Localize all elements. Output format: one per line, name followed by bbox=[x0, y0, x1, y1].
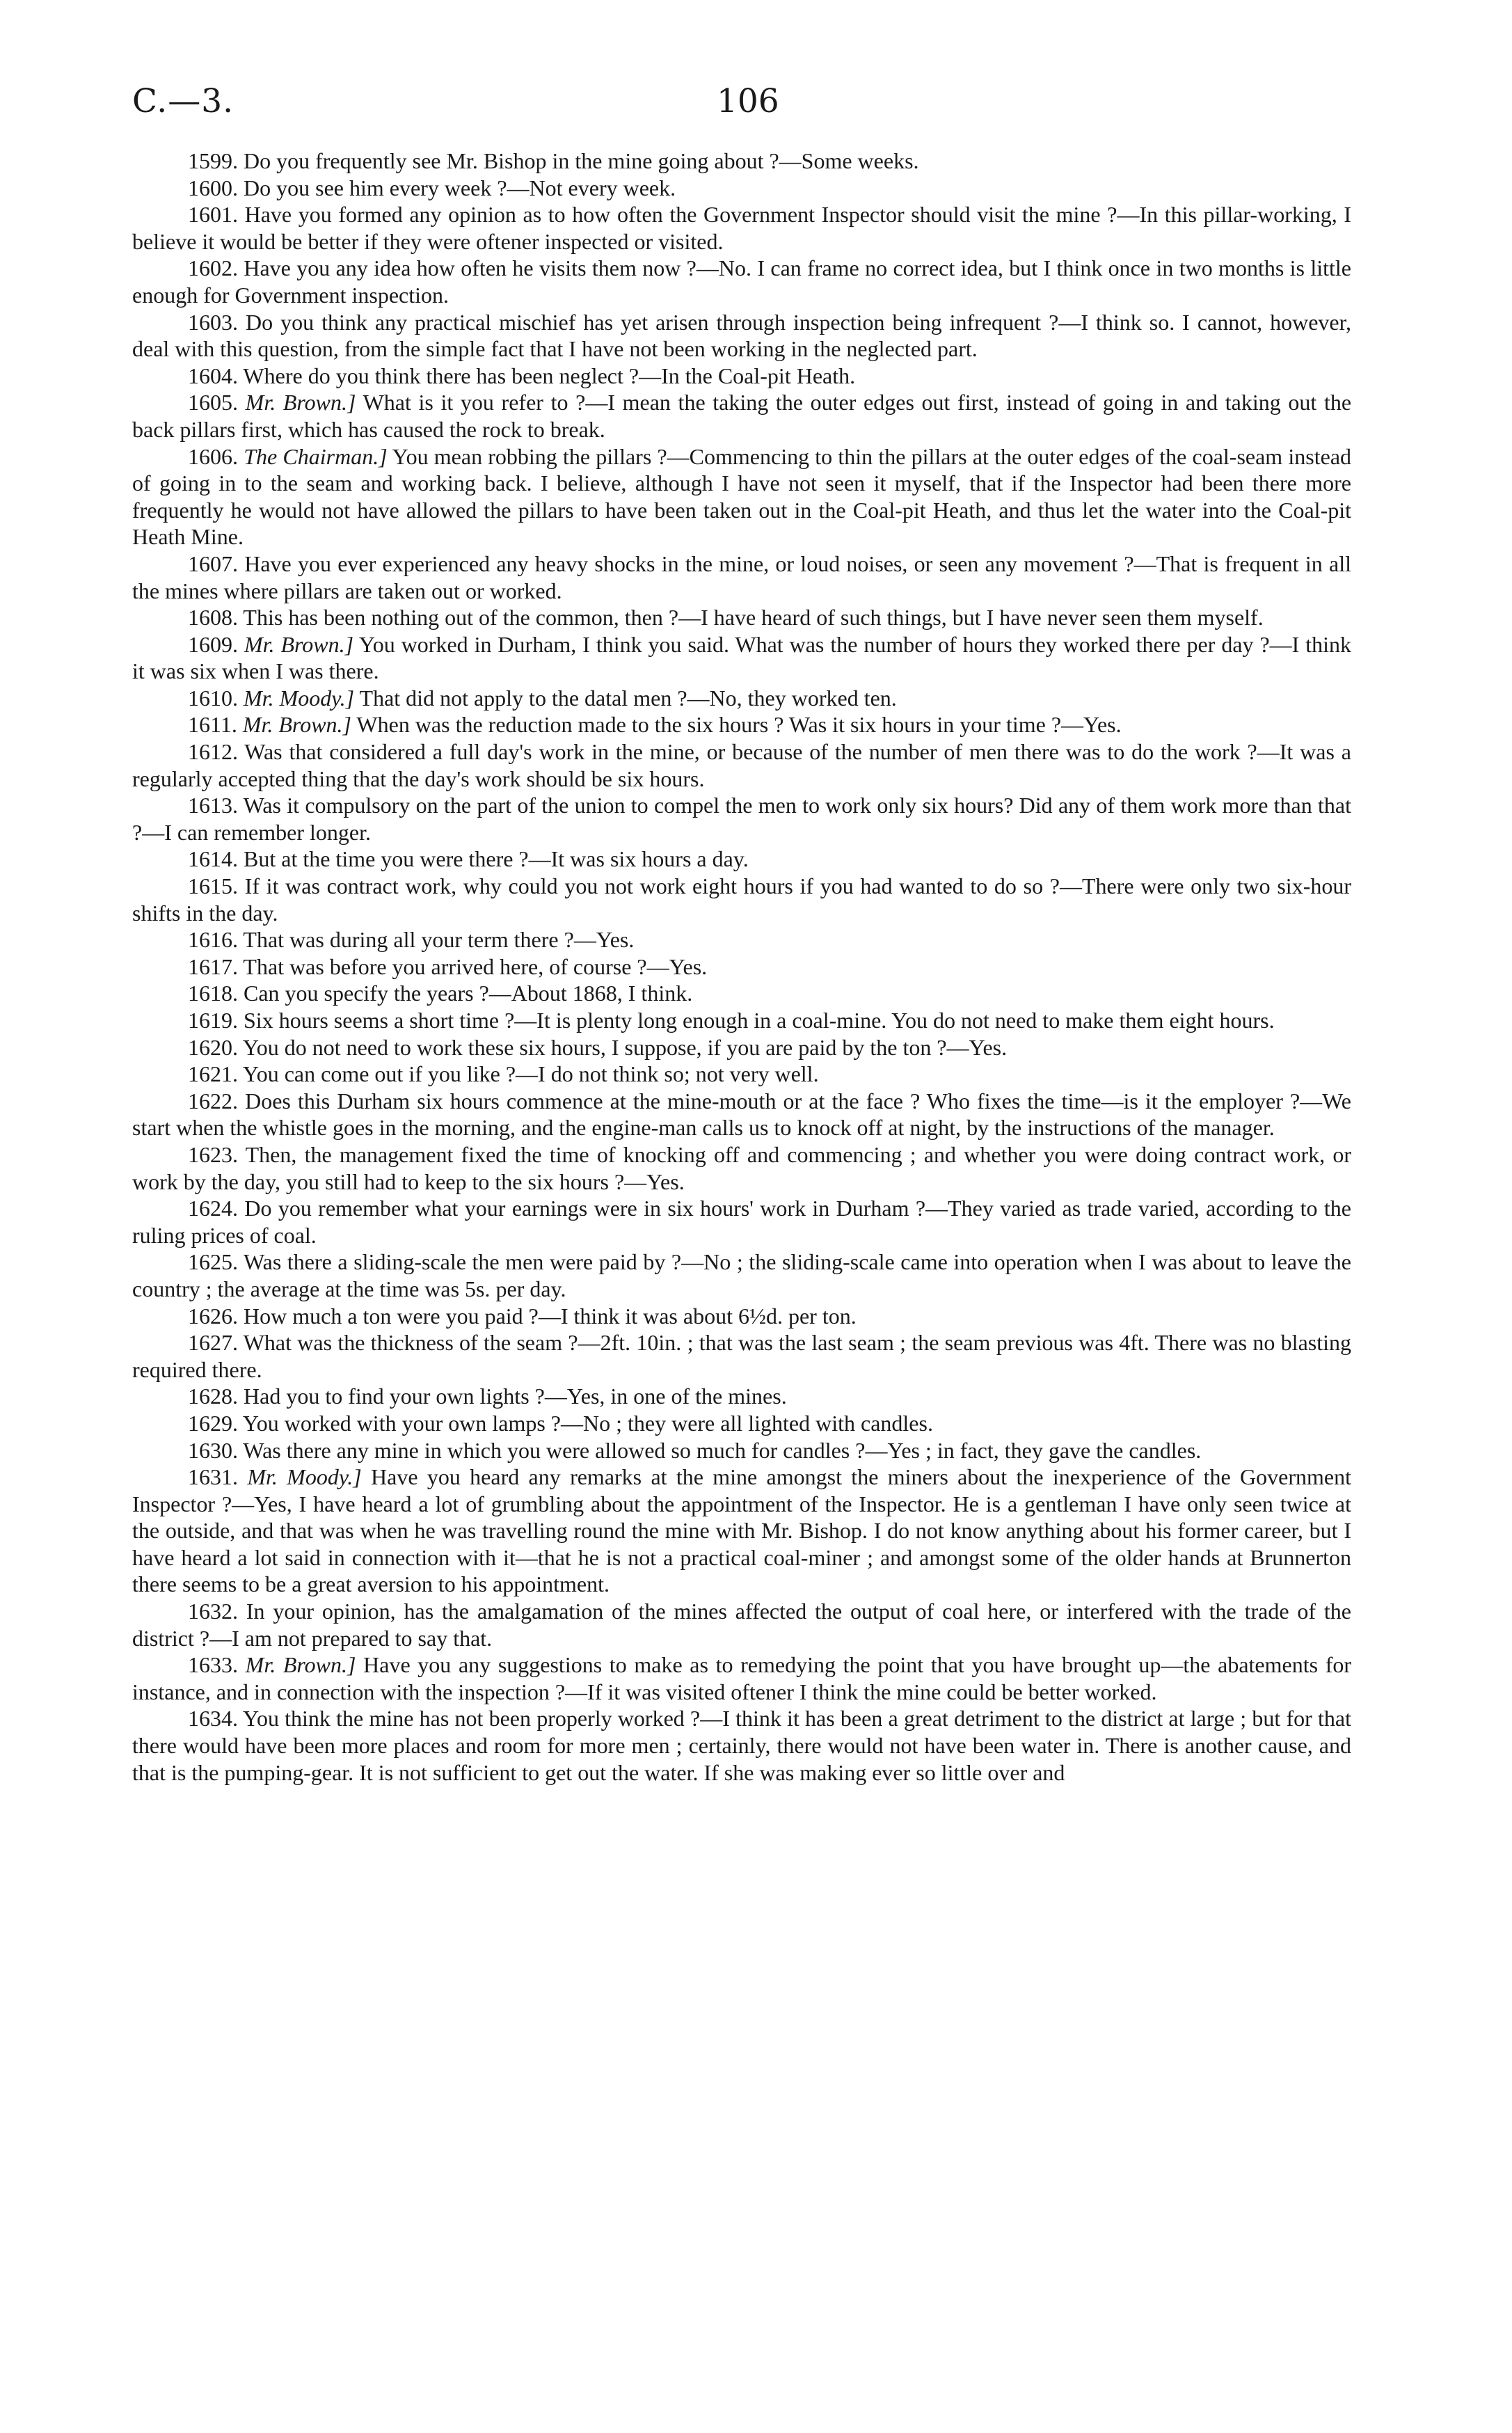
evidence-entry bbox=[132, 1088, 1351, 1141]
question-number: 1603. bbox=[188, 309, 238, 335]
question-number: 1611. bbox=[188, 712, 237, 738]
question-answer-text: That did not apply to the datal men ?—No, they worked ten. bbox=[359, 685, 897, 711]
question-number: 1623. bbox=[188, 1141, 238, 1167]
question-number: 1628. bbox=[188, 1384, 238, 1409]
question-number: 1631. bbox=[188, 1464, 238, 1490]
evidence-entry bbox=[132, 1329, 1351, 1383]
speaker-name: Mr. Brown.] bbox=[245, 1652, 356, 1678]
speaker-name: The Chairman.] bbox=[244, 443, 388, 469]
question-number: 1621. bbox=[188, 1061, 238, 1087]
question-number: 1613. bbox=[188, 793, 238, 818]
question-answer-text: Was there any mine in which you were allowed so much for candles ?—Yes ; in fact, they gave the candles. bbox=[243, 1437, 1202, 1463]
question-answer-text: How much a ton were you paid ?—I think it was about 6½d. per ton. bbox=[244, 1303, 857, 1329]
evidence-entry bbox=[132, 1007, 1351, 1034]
evidence-entry bbox=[132, 1437, 1351, 1464]
evidence-entry bbox=[132, 255, 1351, 308]
evidence-entry bbox=[132, 1141, 1351, 1195]
question-number: 1607. bbox=[188, 550, 238, 576]
question-answer-text: Six hours seems a short time ?—It is plenty long enough in a coal-mine. You do not need to make them eight hours. bbox=[244, 1008, 1275, 1033]
page-header bbox=[132, 82, 1350, 131]
evidence-entry bbox=[132, 1598, 1351, 1651]
evidence-entry bbox=[132, 1383, 1351, 1410]
question-answer-text: Do you think any practical mischief has yet arisen through inspection being infrequent ?—I think so. I cannot, however, deal with this question, from the simple fact that I have not been working in the neglected part. bbox=[132, 309, 1352, 362]
evidence-entry bbox=[132, 953, 1351, 981]
question-number: 1604. bbox=[188, 363, 238, 388]
question-answer-text: But at the time you were there ?—It was six hours a day. bbox=[244, 846, 749, 872]
question-answer-text: When was the reduction made to the six hours ? Was it six hours in your time ?—Yes. bbox=[356, 712, 1122, 738]
question-number: 1619. bbox=[188, 1008, 238, 1033]
evidence-entry bbox=[132, 1410, 1351, 1437]
speaker-name: Mr. Brown.] bbox=[242, 712, 351, 738]
evidence-entry bbox=[132, 1303, 1351, 1330]
question-number: 1624. bbox=[188, 1196, 238, 1221]
evidence-entry bbox=[132, 1705, 1351, 1786]
question-answer-text: You can come out if you like ?—I do not think so; not very well. bbox=[242, 1061, 819, 1087]
question-number: 1605. bbox=[188, 390, 238, 415]
evidence-entry bbox=[132, 604, 1351, 631]
question-number: 1632. bbox=[188, 1599, 238, 1624]
question-number: 1617. bbox=[188, 953, 238, 979]
question-answer-text: You mean robbing the pillars ?—Commencing to thin the pillars at the outer edges of the coal-seam instead of going in to the seam and working back. I believe, although I have not seen it myself, that if the Inspector had been there more frequently he would not have allowed the pillars to have been taken out in the Coal-pit Heath, and thus let the water into the Coal-pit Heath Mine. bbox=[132, 443, 1352, 550]
evidence-entry bbox=[132, 711, 1351, 738]
question-answer-text: In your opinion, has the amalgamation of the mines affected the output of coal here, or interfered with the trade of the district ?—I am not prepared to say that. bbox=[132, 1599, 1352, 1651]
evidence-entry bbox=[132, 1464, 1351, 1598]
evidence-entry bbox=[132, 1651, 1351, 1705]
question-answer-text: You think the mine has not been properly worked ?—I think it has been a great detriment to the district at large ; but for that there would have been more places and room for more men ; certainly, there would not have been water in. There is another cause, and that is the pumping-gear. It is not sufficient to get out the water. If she was making ever so little over and bbox=[132, 1706, 1352, 1785]
evidence-entry bbox=[132, 980, 1351, 1007]
evidence-entry bbox=[132, 363, 1351, 390]
question-answer-text: Have you any suggestions to make as to remedying the point that you have brought up—the abatements for instance, and in connection with the inspection ?—If it was visited oftener I think the mine could be better worked. bbox=[132, 1652, 1352, 1704]
question-number: 1616. bbox=[188, 927, 238, 953]
question-number: 1615. bbox=[188, 873, 238, 899]
evidence-entry bbox=[132, 148, 1351, 175]
question-number: 1618. bbox=[188, 981, 238, 1006]
question-number: 1629. bbox=[188, 1410, 238, 1436]
evidence-entry bbox=[132, 309, 1351, 363]
question-number: 1633. bbox=[188, 1652, 238, 1678]
question-answer-text: Have you any idea how often he visits them now ?—No. I can frame no correct idea, but I think once in two months is little enough for Government inspection. bbox=[132, 255, 1352, 308]
evidence-entry bbox=[132, 1061, 1351, 1088]
question-answer-text: Have you ever experienced any heavy shocks in the mine, or loud noises, or seen any movement ?—That is frequent in all the mines where pillars are taken out or worked. bbox=[132, 550, 1351, 603]
question-answer-text: Have you formed any opinion as to how often the Government Inspector should visit the mine ?—In this pillar-working, I believe it would be better if they were oftener inspected or visited. bbox=[132, 202, 1352, 254]
evidence-entry bbox=[132, 443, 1351, 550]
evidence-entry bbox=[132, 792, 1351, 846]
question-number: 1599. bbox=[188, 148, 238, 173]
evidence-text bbox=[132, 148, 1351, 1786]
question-answer-text: Have you heard any remarks at the mine amongst the miners about the inexperience of the Government Inspector ?—Yes, I have heard a lot of grumbling about the appointment of the Inspector. He is a gentleman I have only seen twice at the outside, and that was when he was travelling round the mine with Mr. Bishop. I do not know anything about his former career, but I have heard a lot said in connection with it—that he is not a practical coal-miner ; and amongst some of the older hands at Brunnerton there seems to be a great aversion to his appointment. bbox=[132, 1464, 1352, 1597]
question-number: 1609. bbox=[188, 631, 238, 657]
question-answer-text: Then, the management fixed the time of knocking off and commencing ; and whether you were doing contract work, or work by the day, you still had to keep to the six hours ?—Yes. bbox=[132, 1141, 1352, 1194]
question-answer-text: Do you remember what your earnings were in six hours' work in Durham ?—They varied as trade varied, according to the ruling prices of coal. bbox=[132, 1196, 1352, 1248]
question-number: 1600. bbox=[188, 175, 238, 200]
question-answer-text: Can you specify the years ?—About 1868, I think. bbox=[244, 981, 693, 1006]
question-answer-text: Had you to find your own lights ?—Yes, in one of the mines. bbox=[244, 1384, 787, 1409]
evidence-entry bbox=[132, 631, 1351, 685]
question-number: 1614. bbox=[188, 846, 238, 872]
question-answer-text: You worked in Durham, I think you said. What was the number of hours they worked there per day ?—I think it was six when I was there. bbox=[132, 631, 1352, 684]
evidence-entry bbox=[132, 846, 1351, 873]
question-answer-text: You worked with your own lamps ?—No ; they were all lighted with candles. bbox=[242, 1410, 933, 1436]
question-answer-text: Where do you think there has been neglect ?—In the Coal-pit Heath. bbox=[243, 363, 856, 388]
question-answer-text: What was the thickness of the seam ?—2ft. 10in. ; that was the last seam ; the seam previous was 4ft. There was no blasting required there. bbox=[132, 1330, 1352, 1382]
question-answer-text: If it was contract work, why could you not work eight hours if you had wanted to do so ?—There were only two six-hour shifts in the day. bbox=[132, 873, 1352, 926]
evidence-entry bbox=[132, 1195, 1351, 1249]
question-answer-text: Was it compulsory on the part of the union to compel the men to work only six hours? Did any of them work more than that ?—I can remember longer. bbox=[132, 793, 1352, 845]
evidence-entry bbox=[132, 201, 1351, 255]
evidence-entry bbox=[132, 1249, 1351, 1302]
evidence-entry bbox=[132, 873, 1351, 926]
question-number: 1634. bbox=[188, 1706, 238, 1731]
speaker-name: Mr. Moody.] bbox=[244, 685, 355, 711]
evidence-entry bbox=[132, 389, 1351, 443]
speaker-name: Mr. Moody.] bbox=[247, 1464, 362, 1490]
question-number: 1626. bbox=[188, 1303, 238, 1329]
question-number: 1608. bbox=[188, 605, 238, 631]
question-answer-text: Do you frequently see Mr. Bishop in the mine going about ?—Some weeks. bbox=[244, 148, 919, 173]
question-number: 1630. bbox=[188, 1437, 238, 1463]
evidence-entry bbox=[132, 1034, 1351, 1061]
question-number: 1610. bbox=[188, 685, 238, 711]
question-number: 1606. bbox=[188, 443, 238, 469]
question-number: 1622. bbox=[188, 1088, 238, 1114]
evidence-entry bbox=[132, 738, 1351, 792]
question-number: 1620. bbox=[188, 1034, 238, 1060]
question-answer-text: That was during all your term there ?—Yes. bbox=[243, 927, 635, 953]
page-number: 106 bbox=[717, 82, 779, 120]
document-reference: C.—3. bbox=[132, 82, 234, 120]
question-answer-text: Was there a sliding-scale the men were paid by ?—No ; the sliding-scale came into operation when I was about to leave the country ; the average at the time was 5s. per day. bbox=[132, 1249, 1352, 1301]
question-answer-text: Do you see him every week ?—Not every week. bbox=[244, 175, 676, 200]
question-number: 1601. bbox=[188, 202, 238, 228]
evidence-entry bbox=[132, 550, 1351, 604]
question-answer-text: What is it you refer to ?—I mean the taking the outer edges out first, instead of going in and taking out the back pillars first, which has caused the rock to break. bbox=[132, 390, 1352, 442]
question-number: 1627. bbox=[188, 1330, 238, 1356]
evidence-entry bbox=[132, 926, 1351, 953]
question-answer-text: This has been nothing out of the common, then ?—I have heard of such things, but I have never seen them myself. bbox=[243, 605, 1264, 631]
speaker-name: Mr. Brown.] bbox=[245, 390, 356, 415]
question-number: 1625. bbox=[188, 1249, 238, 1275]
question-answer-text: Was that considered a full day's work in the mine, or because of the number of men there was to do the work ?—It was a regularly accepted thing that the day's work should be six hours. bbox=[132, 739, 1352, 791]
evidence-entry bbox=[132, 175, 1351, 202]
question-number: 1612. bbox=[188, 739, 238, 765]
question-answer-text: That was before you arrived here, of course ?—Yes. bbox=[243, 953, 708, 979]
question-number: 1602. bbox=[188, 255, 238, 281]
evidence-entry bbox=[132, 685, 1351, 712]
question-answer-text: Does this Durham six hours commence at the mine-mouth or at the face ? Who fixes the time—is it the employer ?—We start when the whistle goes in the morning, and the engine-man calls us to knock off at night, by the instructions of the manager. bbox=[132, 1088, 1352, 1141]
speaker-name: Mr. Brown.] bbox=[244, 631, 354, 657]
question-answer-text: You do not need to work these six hours, I suppose, if you are paid by the ton ?—Yes. bbox=[242, 1034, 1008, 1060]
